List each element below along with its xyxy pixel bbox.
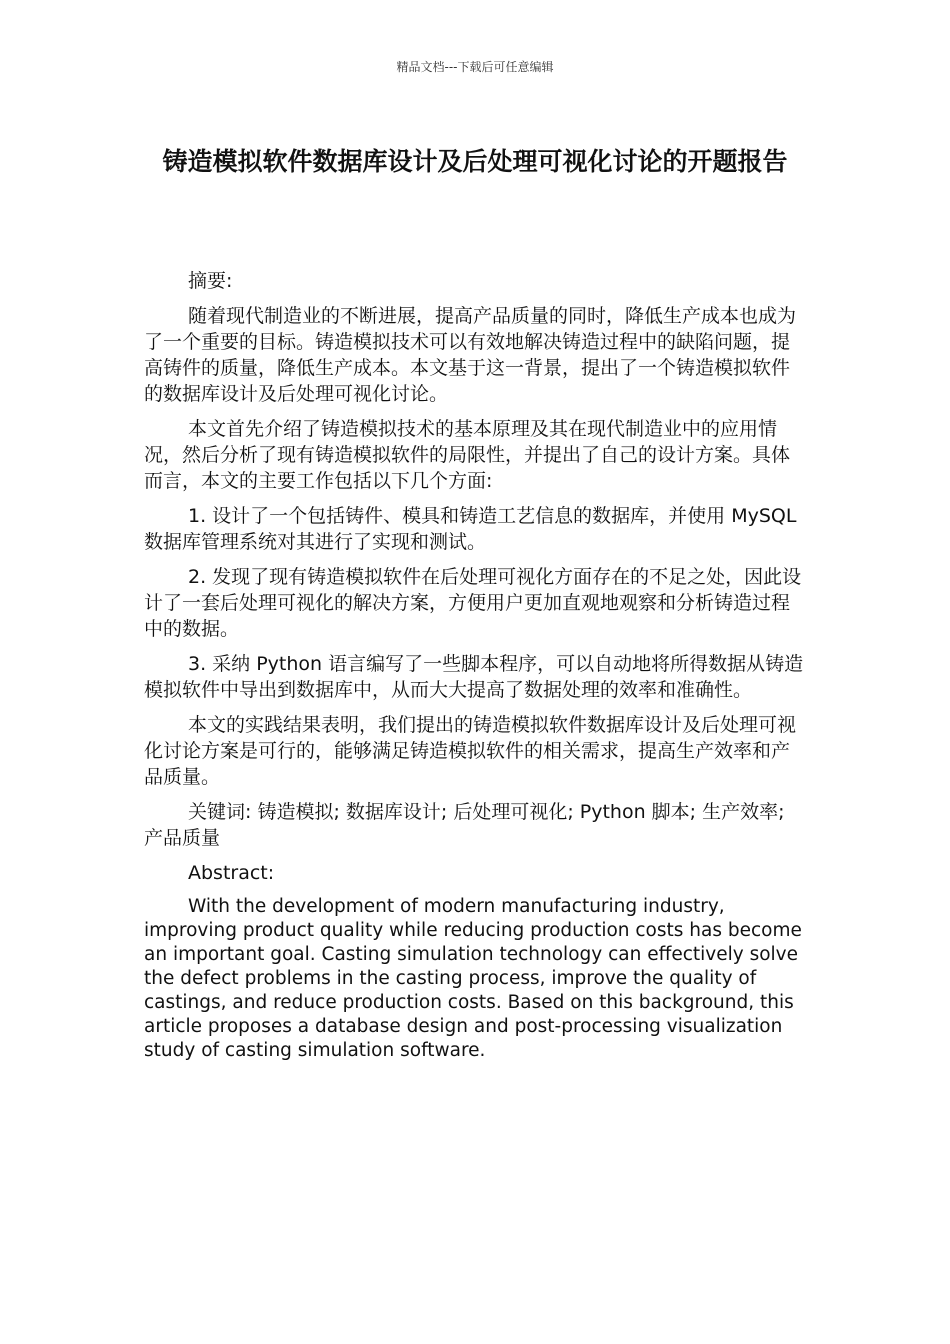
- document-title: 铸造模拟软件数据库设计及后处理可视化讨论的开题报告: [162, 147, 788, 176]
- paragraph-item-1: 1. 设计了一个包括铸件、模具和铸造工艺信息的数据库，并使用 MySQL 数据库管理系统对其进行了实现和测试。: [144, 505, 797, 553]
- paragraph-conclusion: 本文的实践结果表明，我们提出的铸造模拟软件数据库设计及后处理可视化讨论方案是可行的，能够满足铸造模拟软件的相关需求，提高生产效率和产品质量。: [144, 714, 797, 788]
- header-note: 精品文档---下载后可任意编辑: [396, 60, 554, 74]
- paragraph-item-3: 3. 采纳 Python 语言编写了一些脚本程序，可以自动地将所得数据从铸造模拟软件中导出到数据库中，从而大大提高了数据处理的效率和准确性。: [144, 653, 804, 701]
- summary-label: 摘要:: [188, 270, 233, 292]
- paragraph-overview: 本文首先介绍了铸造模拟技术的基本原理及其在现代制造业中的应用情况，然后分析了现有铸造模拟软件的局限性，并提出了自己的设计方案。具体而言，本文的主要工作包括以下几个方面:: [144, 418, 791, 492]
- paragraph-intro: 随着现代制造业的不断进展，提高产品质量的同时，降低生产成本也成为了一个重要的目标。铸造模拟技术可以有效地解决铸造过程中的缺陷问题，提高铸件的质量，降低生产成本。本文基于这一背景，提出了一个铸造模拟软件的数据库设计及后处理可视化讨论。: [144, 305, 797, 405]
- document-body: [144, 268, 806, 1072]
- abstract-text: With the development of modern manufacturing industry, improving product quality while reducing production costs has become an important goal. Casting simulation technology can effectively solve the defect problems in the casting process, improve the quality of castings, and reduce production costs. Based on this background, this article proposes a database design and post-processing visualization study of casting simulation software.: [144, 896, 802, 1061]
- paragraph-item-2: 2. 发现了现有铸造模拟软件在后处理可视化方面存在的不足之处，因此设计了一套后处理可视化的解决方案，方便用户更加直观地观察和分析铸造过程中的数据。: [144, 566, 802, 640]
- abstract-label: Abstract:: [188, 862, 275, 884]
- keywords: 关键词: 铸造模拟; 数据库设计; 后处理可视化; Python 脚本; 生产效率; 产品质量: [144, 801, 785, 849]
